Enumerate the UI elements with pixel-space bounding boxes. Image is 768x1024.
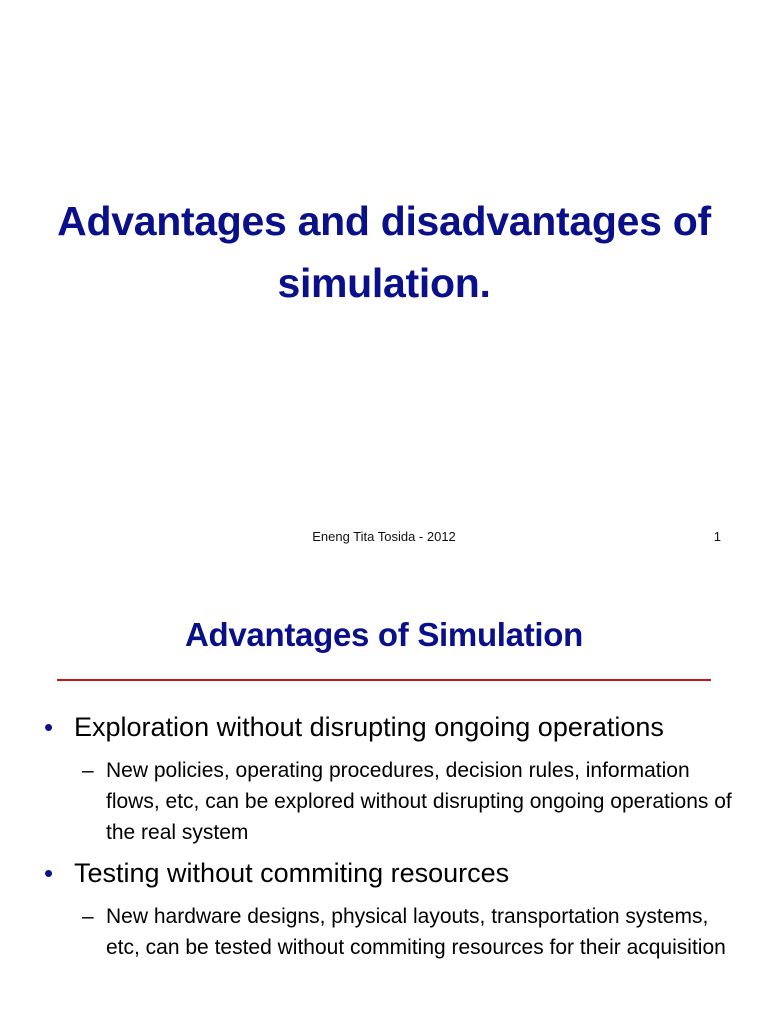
slide-2-title: Advantages of Simulation <box>184 616 584 653</box>
page-number: 1 <box>713 529 721 544</box>
slide-2 <box>0 580 768 1024</box>
slide-title-line-1: Advantages and disadvantages of <box>57 198 711 244</box>
sub-bullet-item-2 <box>44 901 734 963</box>
footer-author: Eneng Tita Tosida - 2012 <box>312 529 456 544</box>
slide-title <box>30 190 738 314</box>
bullet-item-2 <box>44 856 734 891</box>
dash-icon: – <box>82 905 94 928</box>
bullet-dot-icon: • <box>44 858 54 888</box>
dash-icon: – <box>82 759 94 782</box>
bullet-dot-icon: • <box>44 712 54 742</box>
sub-bullet-item-1 <box>44 755 734 848</box>
sub-bullet-text: New policies, operating procedures, decision rules, information flows, etc, can be explored without disrupting ongoing operations of the real system <box>106 759 732 844</box>
slide-title-line-2: simulation. <box>277 260 491 306</box>
title-divider <box>57 679 711 681</box>
bullet-text: Exploration without disrupting ongoing operations <box>74 712 664 742</box>
bullet-text: Testing without commiting resources <box>74 858 510 888</box>
bullet-list <box>44 710 734 971</box>
bullet-item-1 <box>44 710 734 745</box>
sub-bullet-text: New hardware designs, physical layouts, transportation systems, etc, can be tested without commiting resources for their acquisition <box>106 905 726 959</box>
